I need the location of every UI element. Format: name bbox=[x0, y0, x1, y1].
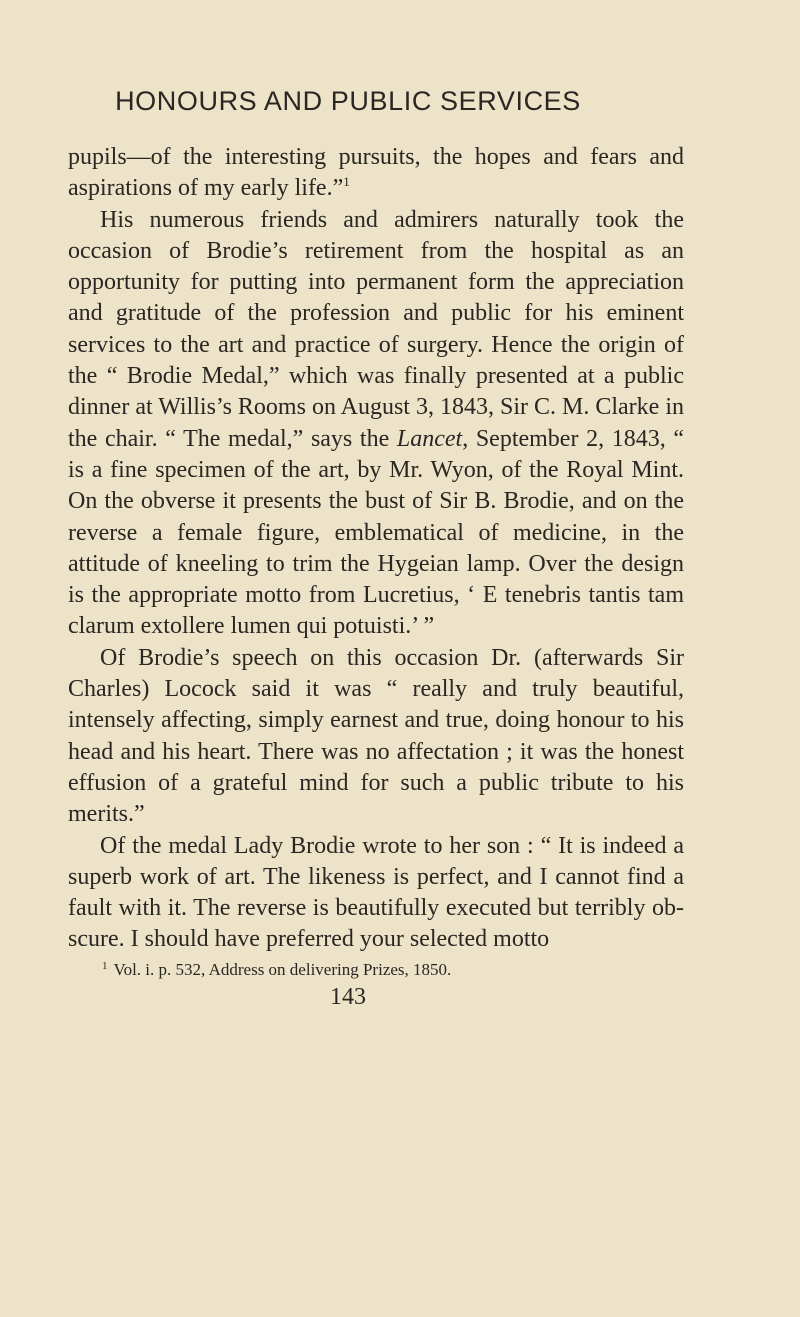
paragraph-text: His numerous friends and admirers naturally took the occasion of Brodie’s retirement from the hospital as an opportunity for putting into permanent form the appreciation and gratitude of the profession and public for his eminent services to the art and practice of surgery. Hence the origin of the “ Brodie Medal,” which was finally presented at a public dinner at Willis’s Rooms on August 3, 1843, Sir C. M. Clarke in the chair. “ The medal,” says the bbox=[68, 206, 684, 452]
paragraph bbox=[68, 142, 684, 205]
running-head: HONOURS AND PUBLIC SERVICES bbox=[115, 86, 581, 116]
paragraph bbox=[68, 643, 684, 831]
paragraph-text: Of Brodie’s speech on this occasion Dr. (afterwards Sir Charles) Locock said it was “ really and truly beautiful, intensely affecting, simply earnest and true, doing honour to his head and his heart. There was no affectation ; it was the honest effusion of a grateful mind for such a public tribute to his merits.” bbox=[68, 644, 684, 828]
paragraph bbox=[68, 205, 684, 643]
paragraph bbox=[68, 831, 684, 956]
paragraph-text: Of the medal Lady Brodie wrote to her son : “ It is indeed a superb work of art. The likeness is perfect, and I cannot find a fault with it. The reverse is beautifully executed but terribly ob- scure. I should have preferred your selected motto bbox=[68, 832, 684, 953]
footnote-marker: 1 bbox=[102, 960, 108, 972]
footnote-text: Vol. i. p. 532, Address on delivering Prizes, 1850. bbox=[113, 960, 452, 979]
paragraph-text: pupils—of the interesting pursuits, the hopes and fears and aspirations of my early life.” bbox=[68, 144, 684, 202]
page-number: 143 bbox=[330, 984, 366, 1010]
paragraph-text: , September 2, 1843, “ is a fine specimen of the art, by Mr. Wyon, of the Royal Mint. On the obverse it presents the bust of Sir B. Brodie, and on the reverse a female figure, emblematical of medicine, in the attitude of kneeling to trim the Hygeian lamp. Over the design is the appropriate motto from Lucretius, ‘ E tenebris tantis tam clarum extollere lumen qui potuisti.’ ” bbox=[68, 425, 684, 640]
footnote-reference: 1 bbox=[343, 174, 350, 190]
footnote bbox=[102, 959, 662, 981]
body-text bbox=[68, 142, 684, 956]
italic-title: Lancet bbox=[396, 425, 463, 452]
